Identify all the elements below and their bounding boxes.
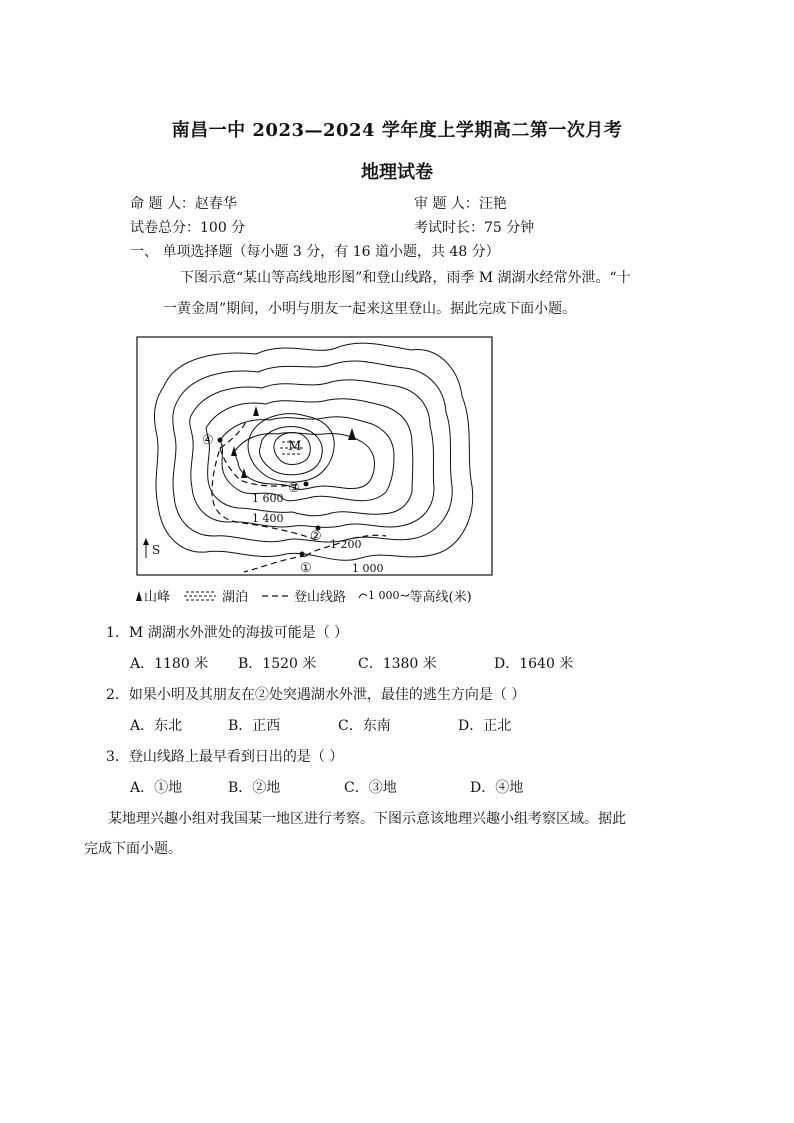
section-heading: 一、 单项选择题（每小题 3 分，有 16 道小题，共 48 分） [130, 244, 500, 260]
section2-paragraph-line2: 完成下面小题。 [84, 841, 182, 857]
point-1-label: ① [300, 561, 312, 576]
question-3-stem: 3．登山线路上最早看到日出的是（ ） [106, 749, 344, 765]
map-legend [134, 586, 472, 605]
author-label: 命 题 人：赵春华 [130, 196, 237, 212]
question-1-option-d: D．1640 米 [494, 656, 574, 672]
question-1-option-c: C．1380 米 [358, 656, 437, 672]
lake-legend-icon [180, 589, 220, 603]
legend-lake-label: 湖泊 [222, 590, 249, 605]
peak-legend-icon [134, 590, 144, 602]
point-3-label: ③ [288, 481, 300, 496]
point-1 [300, 552, 305, 557]
section2-paragraph-line1: 某地理兴趣小组对我国某一地区进行考察。下图示意该地理兴趣小组考察区域。据此 [108, 811, 626, 827]
direction-label: S [152, 543, 161, 557]
legend-peak-label: 山峰 [144, 590, 171, 605]
question-1-option-a: A．1180 米 [130, 656, 209, 672]
question-2-option-d: D．正北 [458, 718, 512, 734]
contour-map [136, 336, 494, 578]
question-2-option-c: C．东南 [338, 718, 391, 734]
reviewer-label: 审 题 人：汪艳 [414, 196, 507, 212]
question-2-option-b: B．正西 [228, 718, 281, 734]
intro-paragraph-line1: 下图示意“某山等高线地形图”和登山线路，雨季 M 湖湖水经常外泄。“十 [180, 270, 631, 286]
question-3-option-c: C．③地 [344, 780, 397, 796]
point-3 [304, 482, 309, 487]
question-3-option-d: D．④地 [470, 780, 524, 796]
exam-title: 南昌一中 2023—2024 学年度上学期高二第一次月考 [171, 120, 623, 141]
duration-label: 考试时长：75 分钟 [414, 220, 535, 236]
question-2-stem: 2．如果小明及其朋友在②处突遇湖水外泄，最佳的逃生方向是（ ） [106, 687, 526, 703]
lake-label: M [288, 439, 302, 454]
question-1-stem: 1．M 湖湖水外泄处的海拔可能是（ ） [106, 625, 349, 641]
total-score-label: 试卷总分：100 分 [130, 220, 246, 236]
contour-label-1400: 1 400 [252, 512, 284, 525]
contour-legend-icon [358, 590, 368, 602]
question-3-option-a: A．①地 [130, 780, 183, 796]
contour-label-1200: 1 200 [330, 538, 362, 551]
point-4-label: ④ [202, 433, 214, 448]
point-4 [218, 438, 223, 443]
exam-subtitle: 地理试卷 [361, 162, 433, 183]
question-2-option-a: A．东北 [130, 718, 183, 734]
intro-paragraph-line2: 一黄金周”期间，小明与朋友一起来这里登山。据此完成下面小题。 [163, 301, 577, 317]
legend-contour-label: 等高线(米) [409, 590, 472, 605]
question-3-option-b: B．②地 [228, 780, 281, 796]
contour-legend-icon [400, 590, 410, 602]
point-2-label: ② [310, 529, 322, 544]
question-1-option-b: B．1520 米 [238, 656, 317, 672]
contour-label-1000: 1 000 [352, 562, 384, 575]
legend-contour-value: 1 000 [368, 589, 400, 602]
contour-label-1600: 1 600 [252, 492, 284, 505]
route-legend-icon [260, 590, 290, 602]
legend-route-label: 登山线路 [294, 590, 347, 605]
